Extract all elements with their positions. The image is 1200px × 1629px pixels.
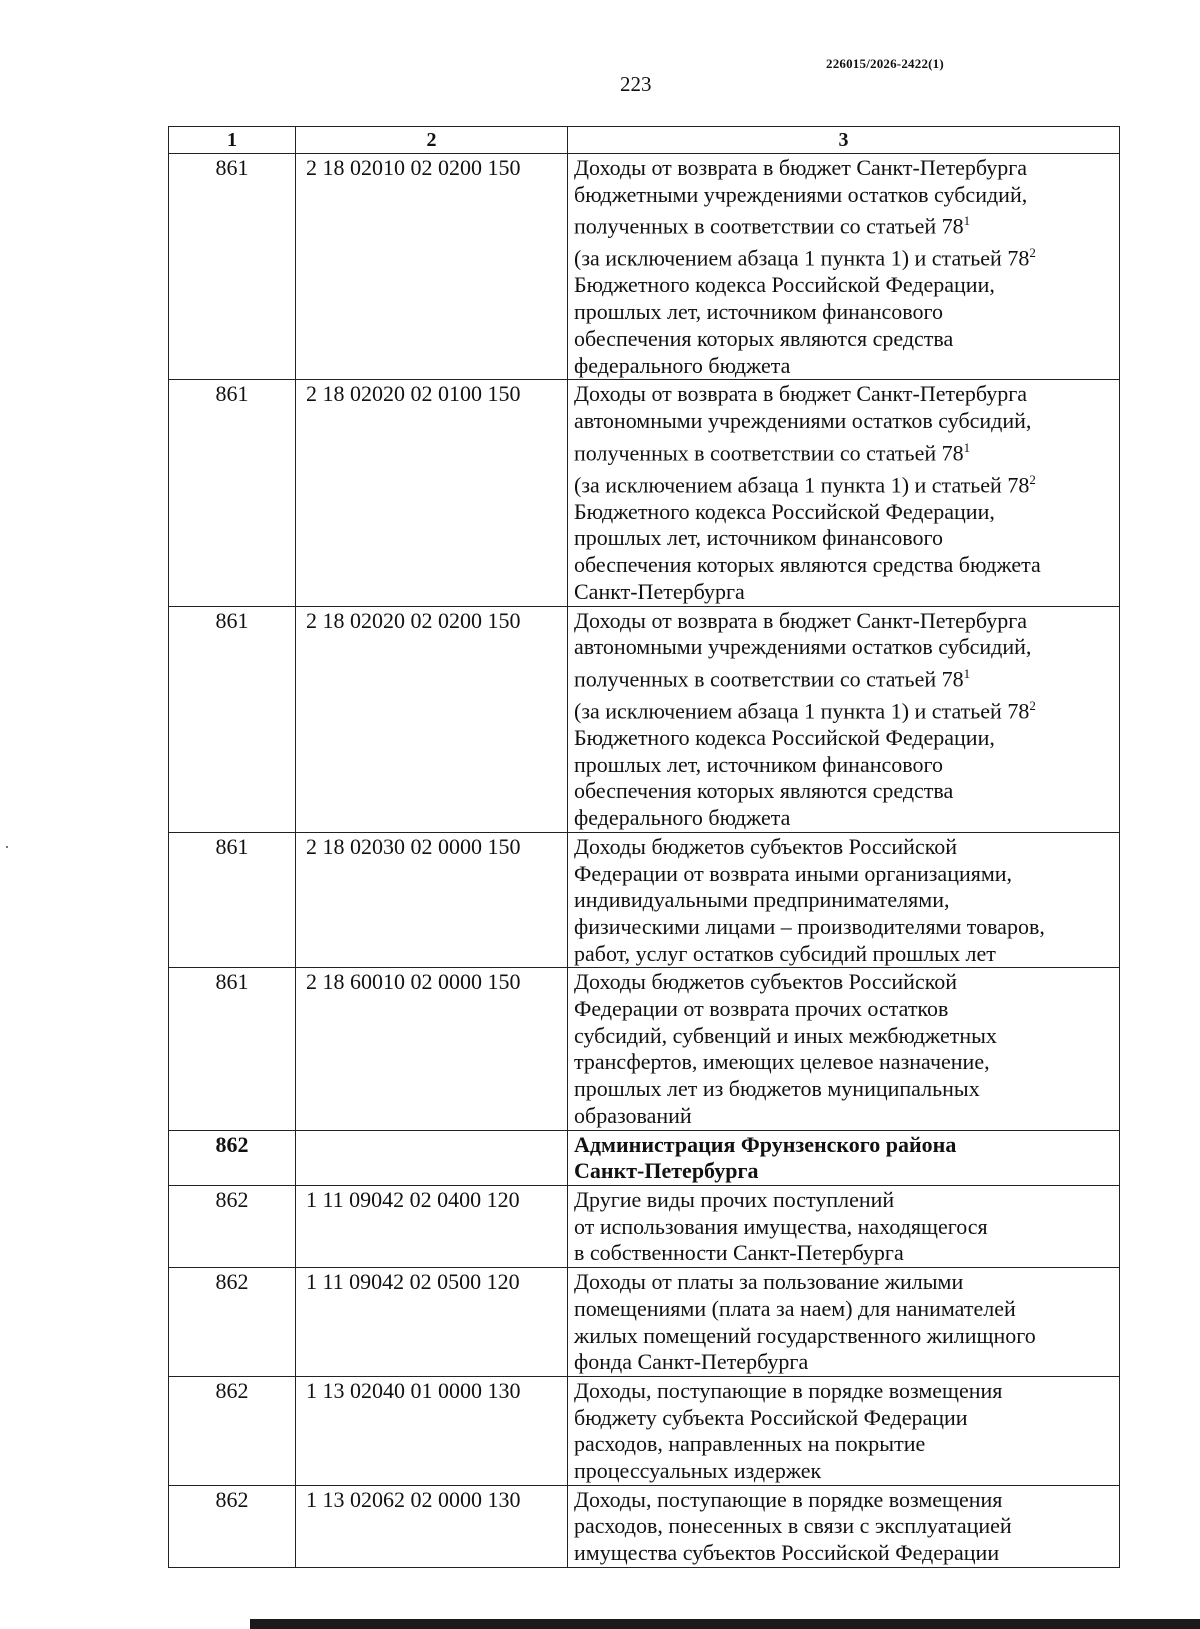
- description-line: [574, 155, 1113, 182]
- description-line: [574, 941, 1113, 968]
- scan-speck: [6, 846, 8, 848]
- article-superscript: 2: [1029, 471, 1036, 487]
- description-line: [574, 661, 1113, 693]
- description-text: полученных в соответствии со статьей 78: [574, 666, 964, 692]
- description-text: прошлых лет, источником финансового: [574, 299, 943, 325]
- description-text: обеспечения которых являются средства бюджета: [574, 552, 1041, 578]
- description-line: [574, 1187, 1113, 1214]
- description-text: работ, услуг остатков субсидий прошлых лет: [574, 940, 996, 966]
- description-line: [574, 299, 1113, 326]
- description-text: Доходы, поступающие в порядке возмещения: [574, 1486, 1003, 1512]
- description-line: [574, 1378, 1113, 1405]
- admin-code-cell: 862: [169, 1130, 296, 1185]
- description-line: [574, 1049, 1113, 1076]
- header-col-3: 3: [568, 127, 1120, 154]
- description-text: обеспечения которых являются средства: [574, 778, 954, 804]
- description-line: [574, 499, 1113, 526]
- revenue-code-cell: [296, 1130, 568, 1185]
- description-text: автономными учреждениями остатков субсидий,: [574, 634, 1032, 660]
- description-line: [574, 272, 1113, 299]
- description-text: Доходы от платы за пользование жилыми: [574, 1269, 964, 1295]
- header-col-2: 2: [296, 127, 568, 154]
- description-line: [574, 552, 1113, 579]
- admin-code-cell: 861: [169, 606, 296, 832]
- revenue-code-cell: 2 18 60010 02 0000 150: [296, 968, 568, 1130]
- revenue-code-cell: 1 11 09042 02 0500 120: [296, 1268, 568, 1377]
- description-text: Доходы бюджетов субъектов Российской: [574, 969, 958, 995]
- description-line: [574, 1349, 1113, 1376]
- description-cell: [568, 606, 1120, 832]
- description-line: [574, 805, 1113, 832]
- table-row: [169, 154, 1120, 380]
- description-text: трансфертов, имеющих целевое назначение,: [574, 1049, 990, 1075]
- description-text: Доходы от возврата в бюджет Санкт-Петербурга: [574, 381, 1028, 407]
- description-line: [574, 634, 1113, 661]
- description-text: полученных в соответствии со статьей 78: [574, 213, 964, 239]
- description-text: Доходы, поступающие в порядке возмещения: [574, 1377, 1003, 1403]
- description-text: бюджету субъекта Российской Федерации: [574, 1404, 968, 1430]
- admin-code-cell: 861: [169, 832, 296, 968]
- description-text: субсидий, субвенций и иных межбюджетных: [574, 1022, 997, 1048]
- description-line: [574, 208, 1113, 240]
- table-row: [169, 832, 1120, 968]
- revenue-code-cell: 1 11 09042 02 0400 120: [296, 1185, 568, 1267]
- revenue-codes-table: [168, 126, 1120, 1568]
- description-line: [574, 579, 1113, 606]
- description-text: федерального бюджета: [574, 805, 791, 831]
- description-text: фонда Санкт-Петербурга: [574, 1349, 809, 1375]
- description-text: Администрация Фрунзенского района: [574, 1131, 957, 1157]
- description-text: Бюджетного кодекса Российской Федерации,: [574, 725, 995, 751]
- description-text: федерального бюджета: [574, 352, 791, 378]
- description-text: прошлых лет из бюджетов муниципальных: [574, 1076, 980, 1102]
- description-line: [574, 326, 1113, 353]
- description-text: Бюджетного кодекса Российской Федерации,: [574, 272, 995, 298]
- description-line: [574, 1323, 1113, 1350]
- description-text: обеспечения которых являются средства: [574, 325, 954, 351]
- description-line: [574, 525, 1113, 552]
- description-text: в собственности Санкт-Петербурга: [574, 1240, 904, 1266]
- header-col-1: 1: [169, 127, 296, 154]
- description-line: [574, 752, 1113, 779]
- description-text: Санкт-Петербурга: [574, 578, 745, 604]
- description-line: [574, 914, 1113, 941]
- description-text: Доходы бюджетов субъектов Российской: [574, 833, 958, 859]
- description-cell: [568, 380, 1120, 606]
- description-cell: [568, 1185, 1120, 1267]
- description-line: [574, 1269, 1113, 1296]
- description-line: [574, 1214, 1113, 1241]
- description-line: [574, 1076, 1113, 1103]
- table-row: [169, 1376, 1120, 1485]
- description-line: [574, 1296, 1113, 1323]
- description-line: [574, 693, 1113, 725]
- description-text: Санкт-Петербурга: [574, 1158, 759, 1184]
- admin-code-cell: 861: [169, 380, 296, 606]
- article-superscript: 1: [963, 665, 971, 681]
- description-line: [574, 778, 1113, 805]
- description-text: помещениями (плата за наем) для нанимателей: [574, 1295, 1016, 1321]
- table-row: [169, 606, 1120, 832]
- description-line: [574, 240, 1113, 272]
- description-line: [574, 1458, 1113, 1485]
- description-cell: [568, 832, 1120, 968]
- description-text: (за исключением абзаца 1 пункта 1) и статьей 78: [574, 698, 1030, 724]
- table-header-row: [169, 127, 1120, 154]
- description-line: [574, 1240, 1113, 1267]
- description-text: расходов, направленных на покрытие: [574, 1431, 926, 1457]
- description-text: прошлых лет, источником финансового: [574, 751, 943, 777]
- description-line: [574, 1158, 1113, 1185]
- description-text: имущества субъектов Российской Федерации: [574, 1540, 1000, 1566]
- description-line: [574, 608, 1113, 635]
- description-cell: [568, 1376, 1120, 1485]
- description-cell: [568, 1268, 1120, 1377]
- table-row: [169, 968, 1120, 1130]
- description-text: Другие виды прочих поступлений: [574, 1186, 895, 1212]
- description-text: расходов, понесенных в связи с эксплуатацией: [574, 1513, 1012, 1539]
- description-text: от использования имущества, находящегося: [574, 1213, 988, 1239]
- table-row: [169, 1130, 1120, 1185]
- description-line: [574, 435, 1113, 467]
- description-cell: [568, 968, 1120, 1130]
- table-row: [169, 1485, 1120, 1567]
- description-text: образований: [574, 1102, 692, 1128]
- revenue-code-cell: 2 18 02030 02 0000 150: [296, 832, 568, 968]
- description-text: процессуальных издержек: [574, 1458, 822, 1484]
- description-text: Доходы от возврата в бюджет Санкт-Петербурга: [574, 607, 1028, 633]
- article-superscript: 2: [1029, 245, 1036, 261]
- admin-code-cell: 862: [169, 1268, 296, 1377]
- admin-code-cell: 861: [169, 154, 296, 380]
- revenue-code-cell: 2 18 02020 02 0200 150: [296, 606, 568, 832]
- description-line: [574, 1431, 1113, 1458]
- description-line: [574, 1132, 1113, 1159]
- admin-code-cell: 861: [169, 968, 296, 1130]
- description-text: индивидуальными предпринимателями,: [574, 887, 950, 913]
- description-cell: [568, 1130, 1120, 1185]
- description-line: [574, 1023, 1113, 1050]
- description-line: [574, 1513, 1113, 1540]
- table-row: [169, 1268, 1120, 1377]
- admin-code-cell: 862: [169, 1185, 296, 1267]
- description-text: полученных в соответствии со статьей 78: [574, 440, 964, 466]
- revenue-code-cell: 2 18 02020 02 0100 150: [296, 380, 568, 606]
- description-text: прошлых лет, источником финансового: [574, 525, 943, 551]
- description-text: Федерации от возврата иными организациями,: [574, 860, 1013, 886]
- article-superscript: 1: [963, 439, 971, 455]
- article-superscript: 1: [963, 213, 971, 229]
- description-line: [574, 725, 1113, 752]
- description-text: жилых помещений государственного жилищного: [574, 1322, 1036, 1348]
- description-line: [574, 182, 1113, 209]
- document-code: 226015/2026-2422(1): [826, 56, 944, 71]
- description-line: [574, 969, 1113, 996]
- description-line: [574, 996, 1113, 1023]
- description-line: [574, 887, 1113, 914]
- description-text: физическими лицами – производителями товаров,: [574, 913, 1045, 939]
- revenue-code-cell: 1 13 02062 02 0000 130: [296, 1485, 568, 1567]
- description-text: (за исключением абзаца 1 пункта 1) и статьей 78: [574, 472, 1030, 498]
- description-text: бюджетными учреждениями остатков субсидий,: [574, 181, 1028, 207]
- description-line: [574, 1540, 1113, 1567]
- description-line: [574, 1487, 1113, 1514]
- description-text: Федерации от возврата прочих остатков: [574, 996, 949, 1022]
- description-line: [574, 353, 1113, 380]
- description-line: [574, 834, 1113, 861]
- description-line: [574, 467, 1113, 499]
- description-cell: [568, 154, 1120, 380]
- description-line: [574, 1405, 1113, 1432]
- description-line: [574, 408, 1113, 435]
- description-cell: [568, 1485, 1120, 1567]
- revenue-code-cell: 1 13 02040 01 0000 130: [296, 1376, 568, 1485]
- article-superscript: 2: [1029, 698, 1036, 713]
- admin-code-cell: 862: [169, 1376, 296, 1485]
- revenue-code-cell: 2 18 02010 02 0200 150: [296, 154, 568, 380]
- description-line: [574, 381, 1113, 408]
- description-text: Бюджетного кодекса Российской Федерации,: [574, 498, 995, 524]
- scan-edge-bar: [250, 1619, 1200, 1629]
- page-number: 223: [620, 72, 652, 96]
- description-text: (за исключением абзаца 1 пункта 1) и статьей 78: [574, 245, 1030, 271]
- description-line: [574, 861, 1113, 888]
- description-text: Доходы от возврата в бюджет Санкт-Петербурга: [574, 155, 1028, 180]
- description-text: автономными учреждениями остатков субсидий,: [574, 407, 1032, 433]
- admin-code-cell: 862: [169, 1485, 296, 1567]
- table-row: [169, 380, 1120, 606]
- table-row: [169, 1185, 1120, 1267]
- description-line: [574, 1103, 1113, 1130]
